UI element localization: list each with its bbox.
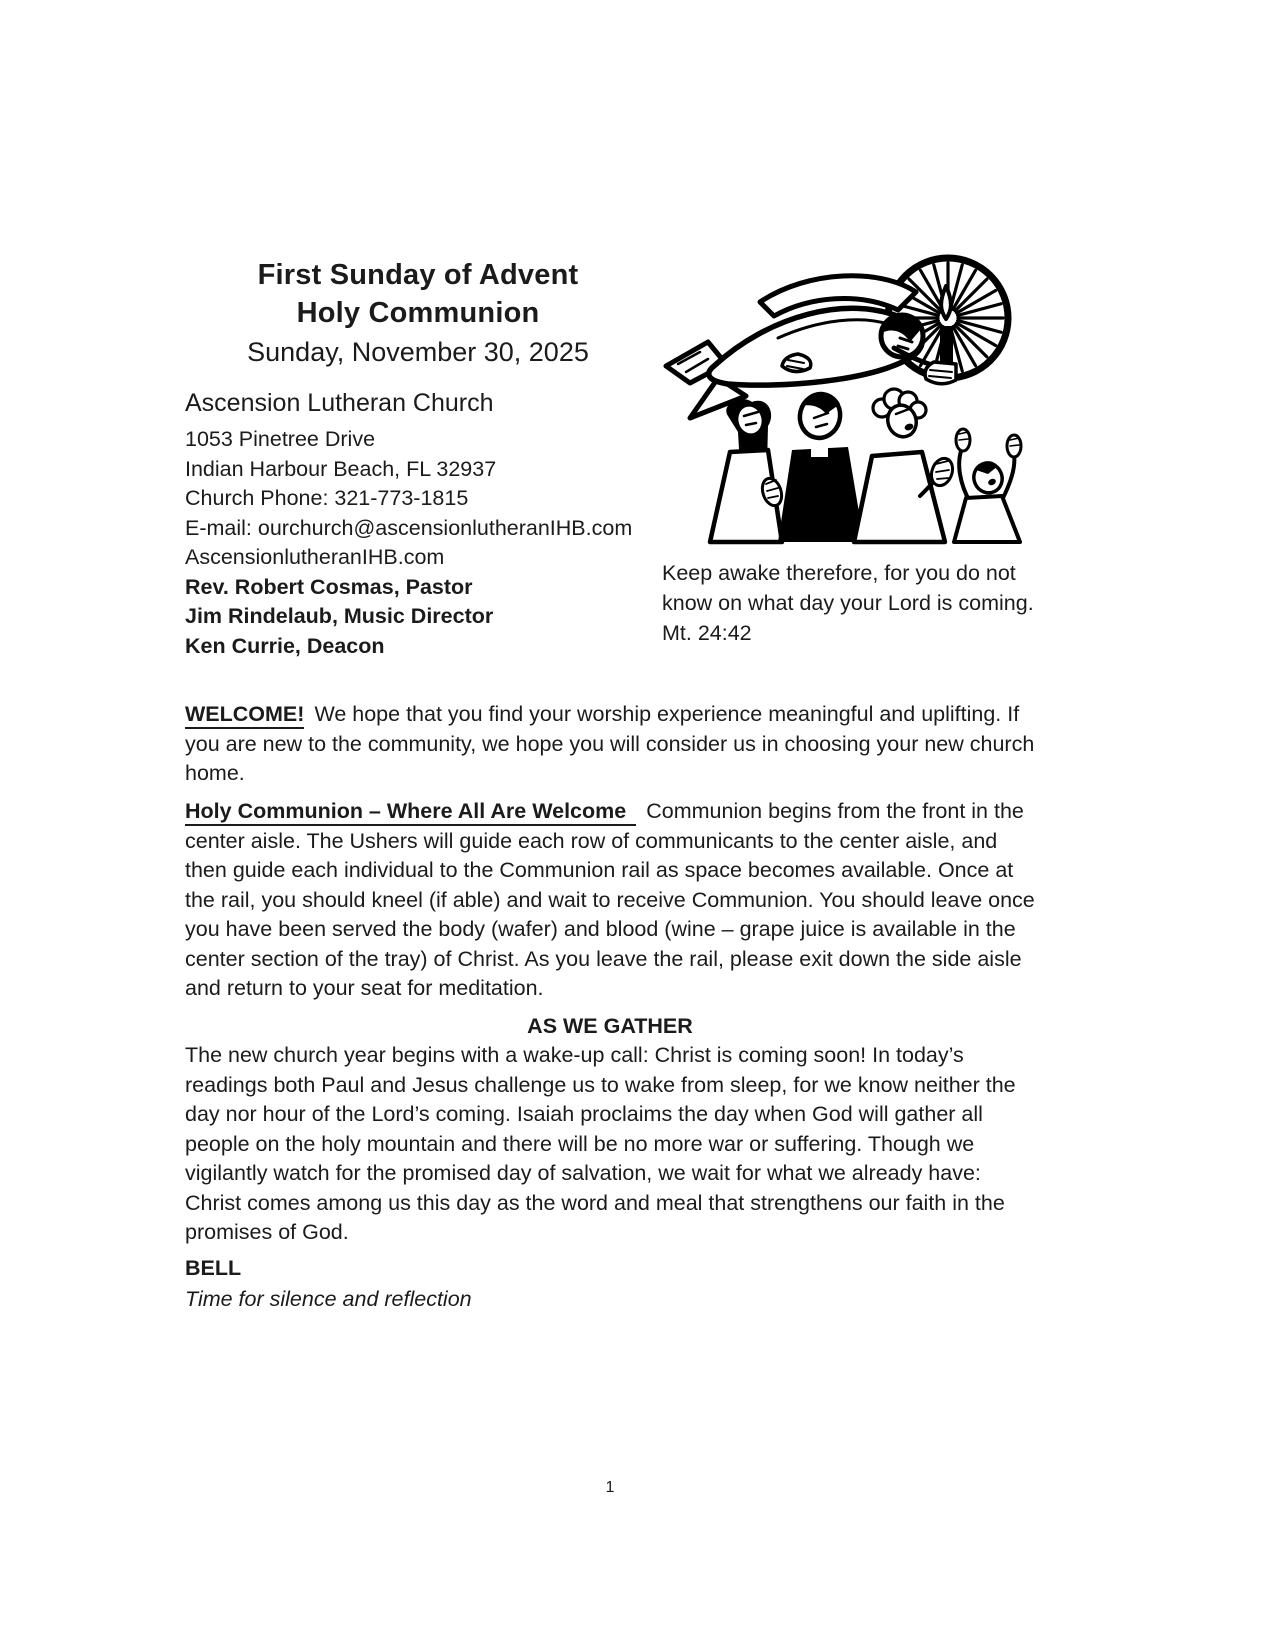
as-we-gather-text: The new church year begins with a wake-up call: Christ is coming soon! In today’s readings both Paul and Jesus challenge us to wake from sleep, for we know neither the day nor hour of the Lord’s coming. Isaiah proclaims the day when God will gather all people on the holy mountain and there will be no more war or suffering. Though we vigilantly watch for the promised day of salvation, we wait for what we already have: Christ comes among us this day as the word and meal that strengthens our faith in the promises of God.	[185, 1043, 1016, 1244]
welcome-paragraph	[185, 700, 1035, 789]
as-we-gather-heading: AS WE GATHER	[527, 1014, 693, 1038]
church-email: E-mail: ourchurch@ascensionlutheranIHB.com	[185, 515, 633, 540]
welcome-text: We hope that you find your worship experience meaningful and uplifting. If you are new to the community, we hope you will consider us in choosing your new church home.	[185, 702, 1035, 785]
communion-text: Communion begins from the front in the center aisle. The Ushers will guide each row of communicants to the center aisle, and then guide each individual to the Communion rail as space becomes available. Once at the rail, you should kneel (if able) and wait to receive Communion. You should leave once you have been served the body (wafer) and blood (wine – grape juice is available in the center section of the tray) of Christ. As you leave the rail, please exit down the side aisle and return to your seat for meditation.	[185, 799, 1035, 1000]
illustration-block	[648, 246, 1038, 648]
church-website: AscensionlutheranIHB.com	[185, 545, 445, 569]
staff-deacon: Ken Currie, Deacon	[185, 633, 385, 658]
church-info-block	[185, 388, 655, 661]
staff-music-director: Jim Rindelaub, Music Director	[185, 604, 494, 628]
worshippers-icon	[710, 389, 1021, 542]
page-title: First Sunday of Advent	[257, 259, 579, 291]
service-date: Sunday, November 30, 2025	[247, 337, 589, 367]
illustration-caption: Keep awake therefore, for you do not know on what day your Lord is coming. Mt. 24:42	[662, 561, 1034, 645]
church-phone: Church Phone: 321-773-1815	[185, 486, 469, 510]
page-number: 1	[605, 1479, 615, 1496]
church-name: Ascension Lutheran Church	[185, 389, 494, 417]
page-subtitle: Holy Communion	[296, 297, 540, 329]
church-address-line2: Indian Harbour Beach, FL 32937	[185, 456, 497, 481]
staff-pastor: Rev. Robert Cosmas, Pastor	[185, 574, 473, 599]
bell-direction: Time for silence and reflection	[185, 1287, 472, 1311]
communion-label: Holy Communion – Where All Are Welcome	[185, 799, 636, 826]
communion-paragraph	[185, 797, 1035, 1004]
bell-heading: BELL	[185, 1256, 242, 1280]
advent-angel-illustration	[648, 246, 1038, 552]
welcome-label: WELCOME!	[185, 702, 304, 729]
title-block	[185, 256, 651, 370]
church-address-line1: 1053 Pinetree Drive	[185, 427, 376, 451]
